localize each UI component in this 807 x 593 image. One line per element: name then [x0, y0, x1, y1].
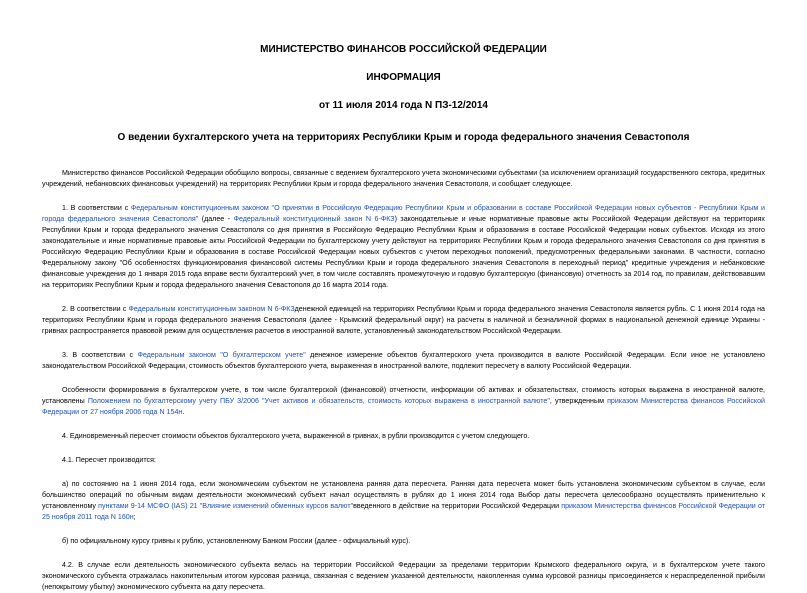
- paragraph-7: [42, 479, 765, 523]
- link-fz-accounting[interactable]: Федеральным законом "О бухгалтерском учете": [137, 351, 306, 359]
- paragraph-1: [42, 203, 765, 291]
- paragraph-2-text-b: денежной единицей на территориях Республики Крым и города федерального значения Севастополя является рубль. С 1 июня 2014 года на территориях Республики Крым и города федерального значения Севастополя (далее - Крымский федеральный округ) на расчеты в наличной и безналичной формах в национальной денежной единице Украины - гривнах распространяется правовой режим для осуществления расчетов в иностранной валюте, установленный законодательством Российской Федерации.: [42, 305, 765, 335]
- paragraph-4: [42, 385, 765, 418]
- paragraph-7-text-b: введенного в действие на территории Российской Федерации: [353, 502, 562, 510]
- paragraph-2-text-a: 2. В соответствии с: [62, 305, 129, 313]
- link-ias-21[interactable]: пунктами 9-14 МСФО (IAS) 21 "Влияние изменений обменных курсов валют": [98, 502, 354, 510]
- paragraph-4-text-c: .: [182, 408, 185, 416]
- link-fkz-6[interactable]: Федеральный конституционный закон N 6-ФКЗ: [233, 215, 395, 223]
- doc-date-heading: от 11 июля 2014 года N ПЗ-12/2014: [319, 100, 488, 111]
- link-pbu-3-2006[interactable]: Положением по бухгалтерскому учету ПБУ 3/2006 "Учет активов и обязательств, стоимость которых выражена в иностранной валюте": [87, 397, 550, 405]
- paragraph-7-text-a: а) по состоянию на 1 июня 2014 года, если экономическим субъектом не установлена ранняя дата пересчета. Ранняя дата пересчета может быть установлена экономическим субъектом в случае, если большинство операций по обычным видам деятельности экономический субъект начал осуществлять в рублях до 1 июня 2014 года Выбор даты пересчета целесообразно осуществлять применительно к установленному: [42, 480, 765, 510]
- paragraph-2: [42, 304, 765, 337]
- paragraph-4-text-b: , утвержденным: [549, 397, 608, 405]
- paragraph-9: 4.2. В случае если деятельность экономического субъекта велась на территории Российской Федерации за пределами территории Крымского федерального округа, и в бухгалтерском учете такого экономического субъекта отражалась накопительным итогом курсовая разница, связанная с ведением указанной деятельности, накопленная сумма курсовой разницы присоединяется к нераспределенной прибыли (непокрытому убытку) экономического субъекта на дату пересчета.: [42, 561, 765, 591]
- paragraph-4-text-a: Особенности формирования в бухгалтерском учете, в том числе бухгалтерской (финансовой) отчетности, информации об активах и обязательствах, стоимость которых выражена в иностранной валюте, установлены: [42, 386, 765, 405]
- link-order-154n[interactable]: приказом Министерства финансов Российской Федерации от 27 ноября 2006 года N 154н: [42, 397, 766, 416]
- ministry-heading: МИНИСТЕРСТВО ФИНАНСОВ РОССИЙСКОЙ ФЕДЕРАЦИИ: [260, 44, 547, 55]
- paragraph-8: б) по официальному курсу гривны к рублю, установленному Банком России (далее - официальный курс).: [62, 537, 411, 545]
- paragraph-6: 4.1. Пересчет производится:: [62, 456, 156, 464]
- paragraph-3-text-a: 3. В соответствии с: [62, 351, 138, 359]
- doc-type-heading: ИНФОРМАЦИЯ: [366, 72, 441, 83]
- paragraph-5: 4. Единовременный пересчет стоимости объектов бухгалтерского учета, выраженной в гривнах, в рубли производится с учетом следующего.: [62, 432, 530, 440]
- link-order-160n[interactable]: приказом Министерства финансов Российской Федерации от 25 ноября 2011 года N 160н: [42, 502, 766, 521]
- paragraph-1-text-a: 1. В соответствии с: [62, 204, 131, 212]
- doc-title-heading: О ведении бухгалтерского учета на территориях Республики Крым и города федерального значения Севастополя: [117, 132, 690, 143]
- link-fkz-crimea[interactable]: Федеральным конституционным законом "О принятии в Российскую Федерацию Республики Крым и образовании в составе Российской Федерации новых субъектов - Республики Крым и города федерального значения Севастополя": [42, 204, 765, 223]
- paragraph-3: [42, 350, 765, 372]
- paragraph-1-text-c: ) законодательные и иные нормативные правовые акты Российской Федерации действуют на территориях Республики Крым и города федерального значения Севастополя со дня принятия в Российскую Федерацию Республики Крым и образования в составе Российской Федерации новых субъектов. Исходя из этого законодательные и иные нормативные правовые акты Российской Федерации по бухгалтерскому учету действуют на территориях Республики Крым и города федерального значения Севастополя со дня принятия в Российскую Федерацию Республики Крым и образования в составе Российской Федерации новых субъектов с учетом переходных положений, предусмотренных федеральными законами. В частности, согласно Федеральному закону "Об особенностях функционирования финансовой системы Республики Крым и города федерального значения Севастополя в переходный период" кредитные учреждения и небанковские финансовые учреждения до 1 января 2015 года вправе вести бухгалтерский учет, в том числе составлять промежуточную и годовую бухгалтерскую (финансовую) отчетность за 2014 год, по правилам, действовавшим на территориях Республики Крым и города федерального значения Севастополя до 16 марта 2014 года.: [42, 215, 765, 289]
- paragraph-3-text-b: денежное измерение объектов бухгалтерского учета производится в валюте Российской Федерации. Если иное не установлено законодательством Российской Федерации, стоимость объектов бухгалтерского учета, выраженная в иностранной валюте, подлежит пересчету в валюту Российской Федерации.: [42, 351, 765, 370]
- paragraph-7-text-c: ;: [133, 513, 136, 521]
- paragraph-1-text-b: (далее -: [198, 215, 234, 223]
- intro-paragraph: Министерство финансов Российской Федерации обобщило вопросы, связанные с ведением бухгалтерского учета экономическими субъектами (за исключением организаций государственного сектора, кредитных учреждений, небанковских финансовых учреждений) на территориях Республики Крым и города федерального значения Севастополя, и сообщает следующее.: [42, 169, 765, 188]
- link-fkz-6-p2[interactable]: Федеральным конституционным законом N 6-ФКЗ: [128, 305, 295, 313]
